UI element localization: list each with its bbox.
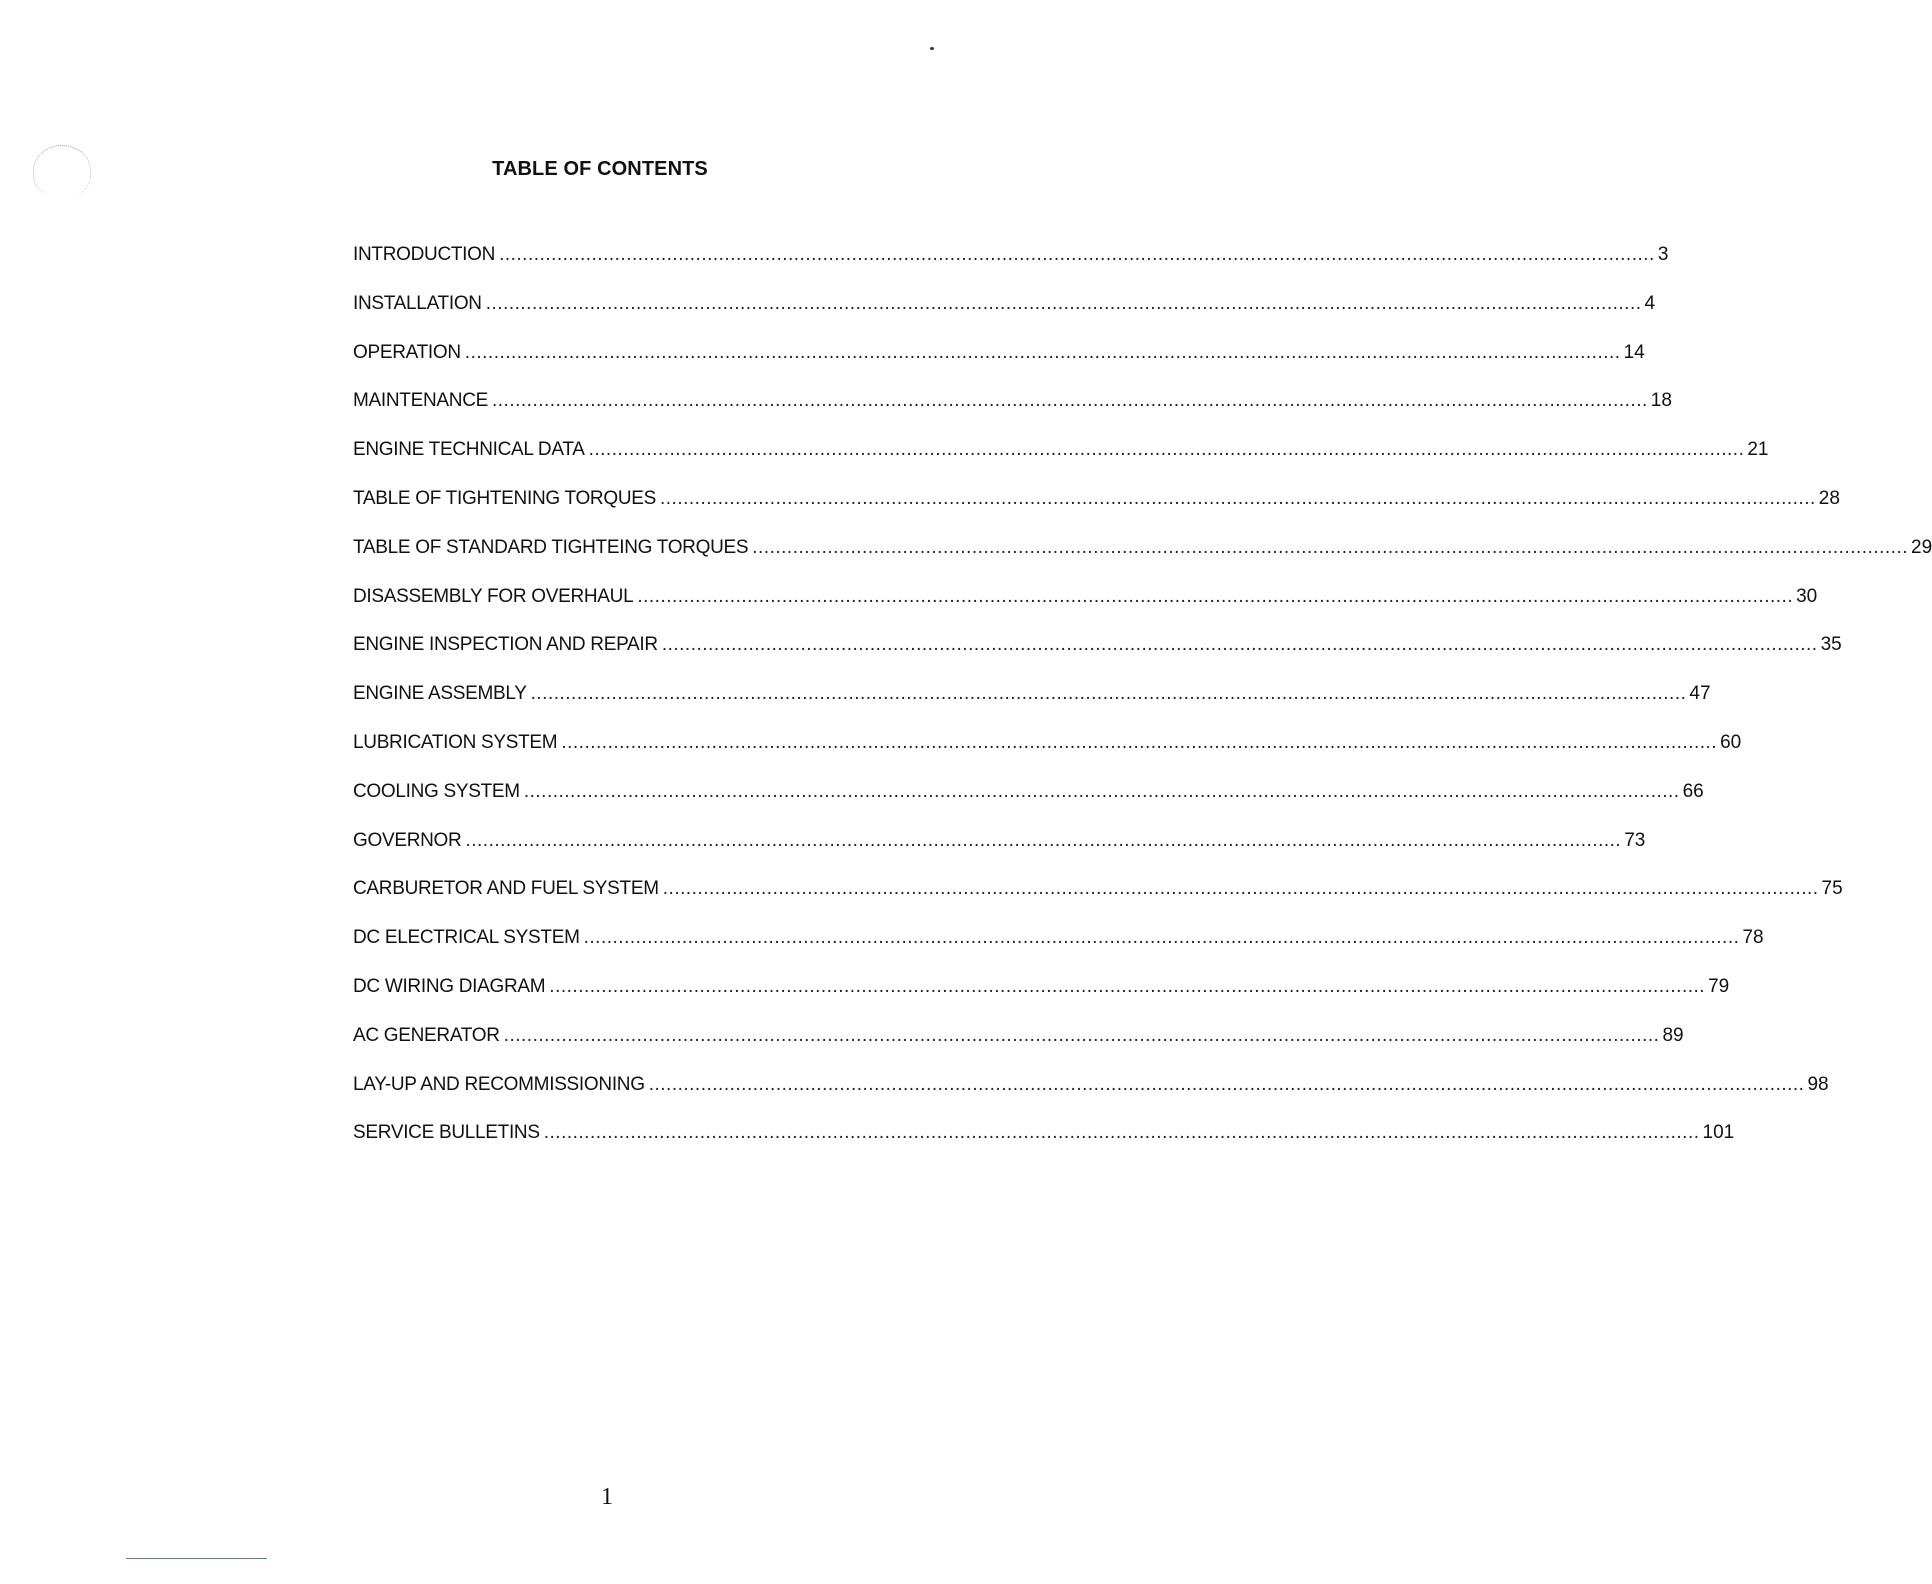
toc-entry-label: CARBURETOR AND FUEL SYSTEM	[353, 878, 659, 900]
toc-entry-page: 79	[1708, 975, 1730, 997]
toc-leader-dots: ........................................................................................................................................................................................................	[530, 683, 1687, 705]
toc-leader-dots: ........................................................................................................................................................................................................	[752, 536, 1909, 558]
toc-leader-dots: ........................................................................................................................................................................................................	[583, 927, 1740, 949]
toc-entry-page: 30	[1796, 585, 1818, 607]
toc-entry[interactable]	[353, 923, 1764, 972]
toc-entry-page: 35	[1820, 634, 1842, 656]
toc-entry-page: 89	[1662, 1024, 1684, 1046]
toc-entry-label: DC ELECTRICAL SYSTEM	[353, 927, 580, 949]
toc-entry-page: 18	[1650, 390, 1672, 412]
toc-entry[interactable]	[353, 630, 1842, 679]
toc-entry-page: 14	[1623, 341, 1645, 363]
toc-entry-page: 4	[1644, 292, 1656, 314]
toc-entry-label: AC GENERATOR	[353, 1024, 500, 1046]
toc-entry[interactable]	[353, 777, 1704, 826]
toc-leader-dots: ........................................................................................................................................................................................................	[561, 731, 1718, 753]
toc-leader-dots: ........................................................................................................................................................................................................	[492, 390, 1648, 412]
toc-leader-dots: ........................................................................................................................................................................................................	[523, 780, 1680, 802]
toc-entry[interactable]	[353, 435, 1769, 484]
toc-entry-label: LUBRICATION SYSTEM	[353, 731, 558, 753]
toc-entry-label: DISASSEMBLY FOR OVERHAUL	[353, 585, 634, 607]
toc-entry[interactable]	[353, 386, 1672, 435]
toc-entry-label: LAY-UP AND RECOMMISSIONING	[353, 1073, 645, 1095]
page-title: TABLE OF CONTENTS	[492, 158, 708, 181]
toc-entry-label: MAINTENANCE	[353, 390, 488, 412]
toc-leader-dots: ........................................................................................................................................................................................................	[637, 585, 1794, 607]
toc-entry[interactable]	[353, 240, 1669, 289]
toc-entry[interactable]	[353, 1021, 1684, 1070]
toc-entry-label: COOLING SYSTEM	[353, 780, 520, 802]
toc-entry[interactable]	[353, 1070, 1829, 1119]
toc-leader-dots: ........................................................................................................................................................................................................	[543, 1122, 1700, 1144]
toc-entry[interactable]	[353, 289, 1656, 338]
toc-entry[interactable]	[353, 679, 1711, 728]
toc-leader-dots: ........................................................................................................................................................................................................	[648, 1073, 1805, 1095]
toc-entry-page: 75	[1821, 878, 1843, 900]
toc-entry[interactable]	[353, 533, 1932, 582]
toc-entry-label: GOVERNOR	[353, 829, 462, 851]
toc-entry[interactable]	[353, 826, 1646, 875]
toc-entry-label: TABLE OF STANDARD TIGHTEING TORQUES	[353, 536, 749, 558]
toc-entry-page: 28	[1818, 487, 1840, 509]
toc-entry-label: TABLE OF TIGHTENING TORQUES	[353, 487, 656, 509]
toc-leader-dots: ........................................................................................................................................................................................................	[465, 829, 1622, 851]
toc-entry-label: ENGINE ASSEMBLY	[353, 683, 527, 705]
toc-entry[interactable]	[353, 338, 1645, 387]
scan-speck	[930, 47, 934, 50]
toc-entry-page: 73	[1624, 829, 1646, 851]
toc-leader-dots: ........................................................................................................................................................................................................	[549, 975, 1706, 997]
toc-leader-dots: ........................................................................................................................................................................................................	[485, 292, 1642, 314]
toc-entry-page: 98	[1807, 1073, 1829, 1095]
toc-entry-page: 60	[1720, 731, 1742, 753]
toc-entry-page: 101	[1702, 1122, 1735, 1144]
toc-entry-label: OPERATION	[353, 341, 461, 363]
toc-entry-label: INSTALLATION	[353, 292, 482, 314]
toc-entry[interactable]	[353, 728, 1742, 777]
toc-entry[interactable]	[353, 484, 1840, 533]
toc-leader-dots: ........................................................................................................................................................................................................	[588, 439, 1745, 461]
toc-entry-page: 21	[1747, 439, 1769, 461]
toc-entry-page: 47	[1689, 683, 1711, 705]
toc-entry-label: ENGINE INSPECTION AND REPAIR	[353, 634, 658, 656]
toc-leader-dots: ........................................................................................................................................................................................................	[503, 1024, 1660, 1046]
toc-entry[interactable]	[353, 582, 1818, 631]
toc-entry[interactable]	[353, 972, 1730, 1021]
toc-leader-dots: ........................................................................................................................................................................................................	[661, 634, 1818, 656]
toc-entry-page: 66	[1682, 780, 1704, 802]
toc-leader-dots: ........................................................................................................................................................................................................	[464, 341, 1621, 363]
toc-entry[interactable]	[353, 874, 1843, 923]
toc-entry-label: ENGINE TECHNICAL DATA	[353, 439, 585, 461]
toc-entry-label: DC WIRING DIAGRAM	[353, 975, 546, 997]
toc-leader-dots: ........................................................................................................................................................................................................	[662, 878, 1819, 900]
toc-entry-label: INTRODUCTION	[353, 244, 496, 265]
bottom-rule	[126, 1558, 267, 1559]
toc-leader-dots: ........................................................................................................................................................................................................	[660, 487, 1816, 509]
toc-entry-page: 78	[1742, 927, 1764, 949]
table-of-contents	[353, 240, 1932, 1167]
toc-entry-label: SERVICE BULLETINS	[353, 1122, 540, 1144]
toc-entry-page: 29	[1911, 536, 1932, 558]
toc-leader-dots: ........................................................................................................................................................................................................	[499, 244, 1655, 265]
page-number: 1	[601, 1484, 613, 1510]
toc-entry[interactable]	[353, 1118, 1735, 1167]
toc-entry-page: 3	[1657, 244, 1669, 265]
